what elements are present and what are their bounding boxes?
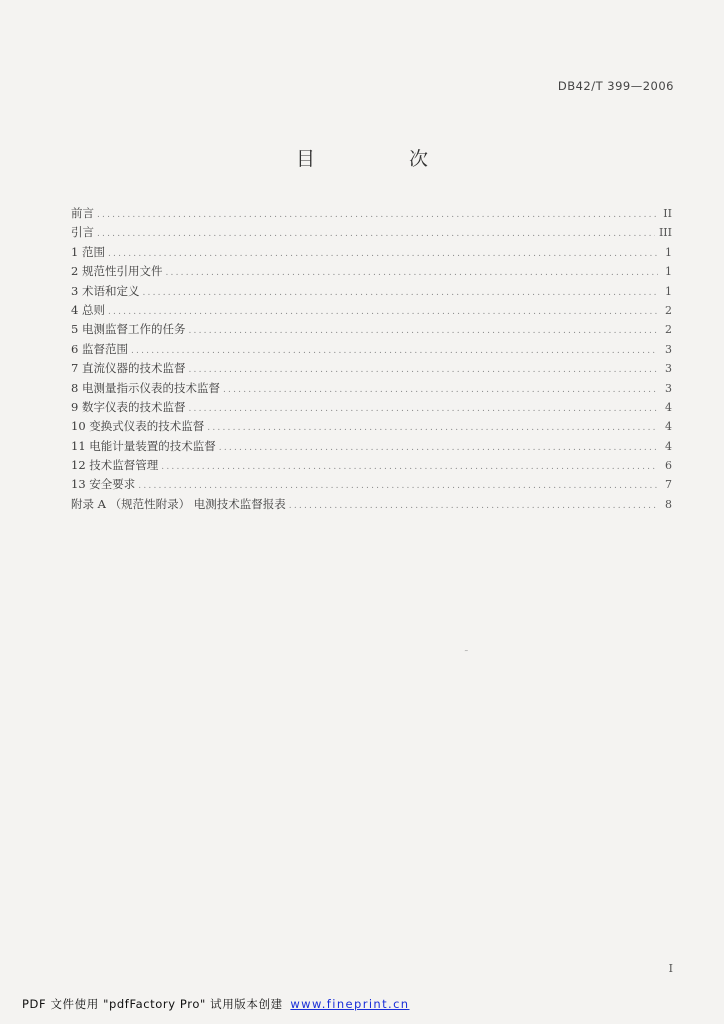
toc-entry-label: 2 规范性引用文件 [71,264,163,279]
toc-entry-label: 12 技术监督管理 [71,458,159,473]
toc-entry-page: 1 [665,284,672,298]
toc-entry-page: 1 [665,265,672,279]
toc-entry-introduction[interactable] [71,223,672,242]
toc-entry-page: III [658,226,672,240]
toc-entry-label: 1 范围 [71,244,105,259]
toc-dot-leader [108,245,658,264]
toc-dot-leader [219,439,658,458]
toc-entry-8[interactable] [71,379,672,398]
toc-entry-label: 5 电测监督工作的任务 [71,322,186,337]
toc-entry-4[interactable] [71,301,672,320]
toc-entry-label: 10 变换式仪表的技术监督 [71,419,205,434]
toc-entry-label: 前言 [71,206,94,220]
toc-entry-page: 4 [665,420,672,434]
scan-mark: ˜ [464,650,469,660]
toc-entry-2[interactable] [71,262,672,281]
toc-dot-leader [142,284,658,303]
toc-entry-12[interactable] [71,456,672,475]
toc-entry-page: 8 [665,497,672,511]
toc-dot-leader [223,381,658,400]
toc-entry-3[interactable] [71,282,672,301]
toc-entry-label: 8 电测量指示仪表的技术监督 [71,380,220,395]
footer-link[interactable]: www.fineprint.cn [290,997,410,1011]
footer-text: PDF 文件使用 "pdfFactory Pro" 试用版本创建 [22,997,283,1011]
toc-entry-label: 7 直流仪器的技术监督 [71,361,186,376]
toc-title: 目 次 [295,148,473,170]
toc-entry-7[interactable] [71,359,672,378]
toc-dot-leader [188,400,658,419]
toc-entry-appendix-a[interactable] [71,495,672,514]
pdf-footer [22,996,410,1012]
toc-entry-10[interactable] [71,417,672,436]
toc-dot-leader [97,206,658,225]
toc-dot-leader [188,361,658,380]
toc-entry-label: 13 安全要求 [71,477,136,492]
toc-dot-leader [188,322,658,341]
toc-entry-page: 3 [665,362,672,376]
toc-entry-label: 附录 A （规范性附录） 电测技术监督报表 [71,496,286,511]
toc-dot-leader [131,342,658,361]
toc-entry-5[interactable] [71,320,672,339]
toc-entry-label: 11 电能计量装置的技术监督 [71,438,216,453]
toc-entry-label: 9 数字仪表的技术监督 [71,399,186,414]
toc-entry-page: 4 [665,439,672,453]
toc-entry-page: 7 [665,478,672,492]
toc-entry-page: 3 [665,381,672,395]
toc-entry-11[interactable] [71,437,672,456]
standard-code: DB42/T 399—2006 [557,79,674,93]
toc-entry-9[interactable] [71,398,672,417]
toc-entry-foreword[interactable] [71,204,672,223]
toc-dot-leader [207,419,658,438]
toc-entry-label: 4 总则 [71,302,105,317]
toc-dot-leader [97,225,655,244]
page-number: I [668,962,673,975]
toc-entry-13[interactable] [71,475,672,494]
toc-dot-leader [289,497,658,516]
toc-entry-label: 6 监督范围 [71,341,128,356]
toc-entry-1[interactable] [71,243,672,262]
toc-dot-leader [108,303,658,322]
toc-entry-label: 3 术语和定义 [71,283,140,298]
toc-entry-page: 2 [665,303,672,317]
toc-entry-page: 3 [665,342,672,356]
toc-entry-page: 4 [665,400,672,414]
toc-entry-page: 1 [665,245,672,259]
toc-entry-6[interactable] [71,340,672,359]
toc-entry-page: 6 [665,459,672,473]
toc-dot-leader [165,264,658,283]
table-of-contents [71,204,672,514]
toc-entry-page: II [663,207,672,220]
toc-dot-leader [161,458,658,477]
toc-entry-page: 2 [665,323,672,337]
toc-entry-label: 引言 [71,225,94,240]
